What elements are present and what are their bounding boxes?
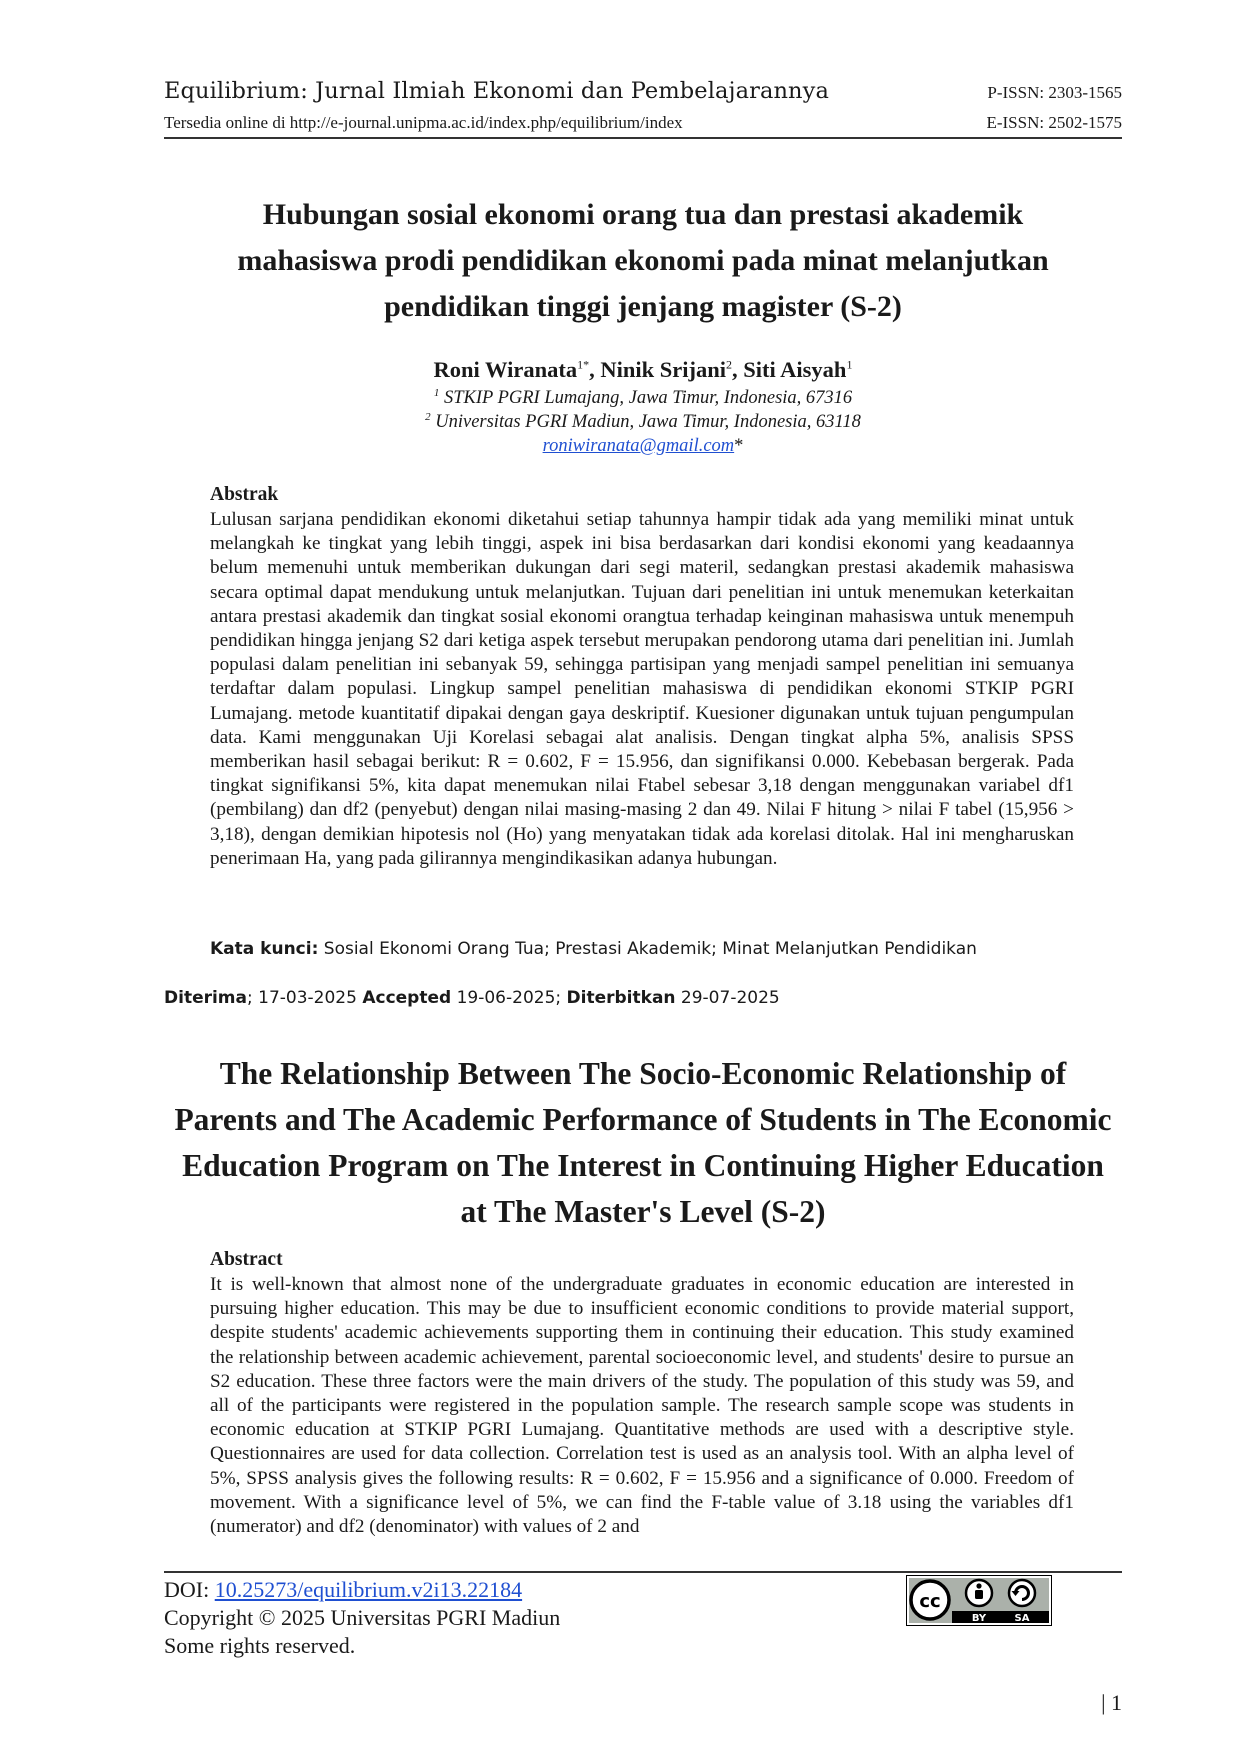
footer-divider bbox=[164, 1571, 1122, 1573]
doi-line bbox=[164, 1577, 522, 1603]
affiliation-mark: 2 bbox=[425, 410, 431, 423]
article-dates bbox=[164, 988, 780, 1008]
title-line: Parents and The Academic Performance of Students in The Economic bbox=[174, 1102, 1112, 1137]
cc-by-sa-license-icon[interactable] bbox=[906, 1575, 1052, 1626]
keywords bbox=[210, 939, 977, 959]
doi-link[interactable]: 10.25273/equilibrium.v2i13.22184 bbox=[214, 1577, 523, 1602]
affiliation bbox=[164, 388, 1122, 409]
author-list: Roni Wiranata$^{1*}$, Ninik Srijani$^2$, Siti Aisyah$^1$ bbox=[433, 357, 853, 382]
title-line: Education Program on The Interest in Continuing Higher Education bbox=[182, 1148, 1104, 1183]
title-line: The Relationship Between The Socio-Economic Relationship of bbox=[219, 1056, 1067, 1091]
by-label: BY bbox=[971, 1613, 987, 1624]
title-line: pendidikan tinggi jenjang magister (S-2) bbox=[384, 290, 902, 323]
affiliation bbox=[164, 412, 1122, 433]
accepted-label: Accepted bbox=[362, 988, 452, 1008]
paper-title-id bbox=[164, 192, 1122, 330]
published-label: Diterbitkan bbox=[566, 988, 676, 1008]
accepted-date: 19-06-2025; bbox=[451, 988, 567, 1008]
paper-title-en bbox=[164, 1051, 1122, 1235]
header-divider bbox=[164, 137, 1122, 139]
cc-label: cc bbox=[919, 1591, 941, 1612]
abstract-heading-en: Abstract bbox=[210, 1249, 283, 1270]
affiliation-mark: 1 bbox=[433, 386, 440, 399]
affiliation-text: Universitas PGRI Madiun, Jawa Timur, Indonesia, 63118 bbox=[435, 412, 861, 432]
abstract-body-en: It is well-known that almost none of the undergraduate graduates in economic education are interested in pursuing higher education. This may be due to insufficient economic conditions to provide material support, despite students' academic achievements supporting them in continuing their education. This study examined the relationship between academic achievement, parental socioeconomic level, and students' desire to pursue an S2 education. These three factors were the main drivers of the study. The population of this study was 59, and all of the participants were registered in the population sample. The research sample scope was students in economic education at STKIP PGRI Lumajang. Quantitative methods are used with a descriptive style. Questionnaires are used for data collection. Correlation test is used as an analysis tool. With an alpha level of 5%, SPSS analysis gives the following results: R = 0.602, F = 15.956 and a significance of 0.000. Freedom of movement. With a significance level of 5%, we can find the F-table value of 3.18 using the variables df1 (numerator) and df2 (denominator) with values of 2 and bbox=[210, 1274, 1074, 1538]
author-name: Roni Wiranata bbox=[433, 357, 578, 382]
email-link[interactable]: roniwiranata@gmail.com bbox=[542, 436, 735, 456]
corresponding-mark: * bbox=[734, 436, 744, 456]
affiliation-text: STKIP PGRI Lumajang, Jawa Timur, Indonesia, 67316 bbox=[443, 388, 853, 408]
doi-label: DOI: bbox=[164, 1577, 215, 1602]
title-line: Hubungan sosial ekonomi orang tua dan prestasi akademik bbox=[262, 198, 1024, 231]
author-name: Ninik Srijani bbox=[600, 357, 727, 382]
e-issn: E-ISSN: 2502-1575 bbox=[986, 113, 1122, 132]
keywords-text: Sosial Ekonomi Orang Tua; Prestasi Akademik; Minat Melanjutkan Pendidikan bbox=[318, 939, 977, 959]
copyright-notice: Copyright © 2025 Universitas PGRI Madiun bbox=[164, 1605, 561, 1630]
title-line: at The Master's Level (S-2) bbox=[460, 1194, 826, 1229]
author-name: Siti Aisyah bbox=[743, 357, 847, 382]
received-date: ; 17-03-2025 bbox=[247, 988, 363, 1008]
title-line: mahasiswa prodi pendidikan ekonomi pada minat melanjutkan bbox=[237, 244, 1049, 277]
received-label: Diterima bbox=[164, 988, 247, 1008]
rights-notice: Some rights reserved. bbox=[164, 1633, 356, 1658]
published-date: 29-07-2025 bbox=[675, 988, 780, 1008]
corresponding-email bbox=[164, 436, 1122, 457]
journal-online-url: Tersedia online di http://e-journal.unipma.ac.id/index.php/equilibrium/index bbox=[164, 113, 683, 132]
keywords-label: Kata kunci: bbox=[210, 939, 319, 959]
page-number: | 1 bbox=[1101, 1690, 1122, 1715]
author-affil-mark: 1* bbox=[577, 357, 590, 372]
author-affil-mark: 2 bbox=[726, 357, 733, 372]
sa-label: SA bbox=[1014, 1613, 1030, 1624]
author-affil-mark: 1 bbox=[846, 357, 853, 372]
p-issn: P-ISSN: 2303-1565 bbox=[987, 83, 1122, 102]
journal-title: Equilibrium: Jurnal Ilmiah Ekonomi dan Pembelajarannya bbox=[164, 78, 829, 104]
abstract-body-id: Lulusan sarjana pendidikan ekonomi diketahui setiap tahunnya hampir tidak ada yang memiliki minat untuk melangkah ke tingkat yang lebih tinggi, aspek ini bisa berdasarkan dari kondisi ekonomi yang keadaannya belum memenuhi untuk memberikan dukungan dari segi materil, sedangkan prestasi akademik mahasiswa secara optimal dapat mendukung untuk melanjutkan. Tujuan dari penelitian ini untuk menemukan keterkaitan antara prestasi akademik dan tingkat sosial ekonomi orangtua terhadap keinginan mahasiswa untuk menempuh pendidikan hingga jenjang S2 dari ketiga aspek tersebut merupakan pendorong utama dari penelitian ini. Jumlah populasi dalam penelitian ini sebanyak 59, sehingga partisipan yang menjadi sampel penelitian ini semuanya terdaftar dalam populasi. Lingkup sampel penelitian mahasiswa di pendidikan ekonomi STKIP PGRI Lumajang. metode kuantitatif dipakai dengan gaya deskriptif. Kuesioner digunakan untuk tujuan pengumpulan data. Kami menggunakan Uji Korelasi sebagai alat analisis. Dengan tingkat alpha 5%, analisis SPSS memberikan hasil sebagai berikut: R = 0.602, F = 15.956, dan signifikansi 0.000. Kebebasan bergerak. Pada tingkat signifikansi 5%, kita dapat menemukan nilai Ftabel sebesar 3,18 dengan menggunakan variabel df1 (pembilang) dan df2 (penyebut) dengan nilai masing-masing 2 dan 49. Nilai F hitung > nilai F tabel (15,956 > 3,18), dengan demikian hipotesis nol (Ho) yang menyatakan tidak ada korelasi ditolak. Hal ini mengharuskan penerimaan Ha, yang pada gilirannya mengindikasikan adanya hubungan. bbox=[210, 509, 1074, 869]
abstract-heading-id: Abstrak bbox=[210, 484, 279, 505]
share-alike-icon bbox=[1009, 1580, 1035, 1606]
